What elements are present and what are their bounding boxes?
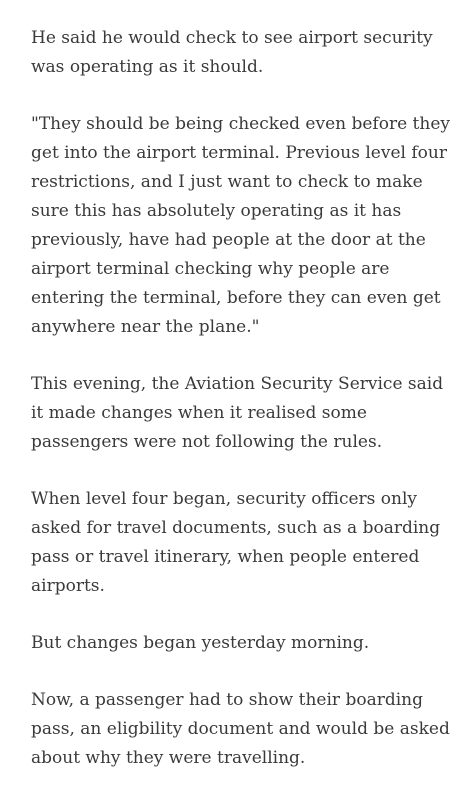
article-paragraph: He said he would check to see airport security was operating as it should.	[31, 28, 433, 77]
article-paragraph: When level four began, security officers only asked for travel documents, such as a boarding pass or travel itinerary, when people entered airports.	[31, 489, 441, 596]
article-paragraph: Now, a passenger had to show their boarding pass, an eligbility document and would be asked about why they were travelling.	[31, 690, 450, 768]
article-paragraph: This evening, the Aviation Security Service said it made changes when it realised some passengers were not following the rules.	[31, 374, 444, 452]
article-body	[31, 24, 451, 773]
article-paragraph: But changes began yesterday morning.	[31, 633, 370, 653]
article-paragraph: "They should be being checked even before they get into the airport terminal. Previous level four restrictions, and I just want to check to make sure this has absolutely operating as it has previously, have had people at the door at the airport terminal checking why people are entering the terminal, before they can even get anywhere near the plane."	[31, 114, 450, 337]
